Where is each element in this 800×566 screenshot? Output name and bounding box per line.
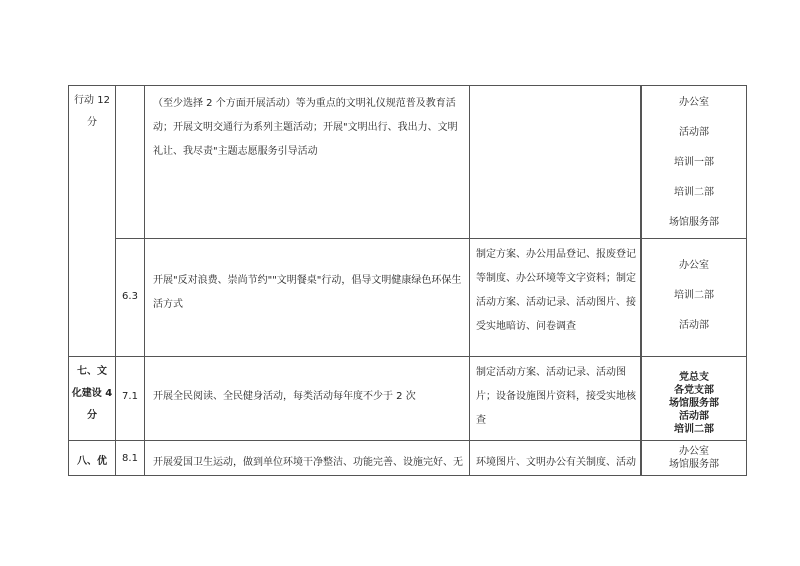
department-name: 场馆服务部 (669, 398, 719, 409)
materials-text: 环境图片、文明办公有关制度、活动 (476, 457, 636, 468)
category-cell (69, 86, 116, 357)
department-cell (642, 441, 747, 476)
document-table (68, 85, 747, 476)
item-number-cell (116, 441, 145, 476)
department-name: 场馆服务部 (669, 459, 719, 470)
category-line: 行动 12 (74, 95, 110, 106)
department-name: 活动部 (679, 127, 709, 138)
table-row (69, 441, 747, 476)
department-name: 办公室 (679, 446, 709, 457)
category-cell (69, 441, 116, 476)
materials-text: 制定方案、办公用品登记、报废登记等制度、办公环境等文字资料；制定活动方案、活动记录、活动图片、接受实地暗访、问卷调查 (476, 249, 636, 332)
description-text: 开展爱国卫生运动，做到单位环境干净整洁、功能完善、设施完好、无 (153, 457, 463, 468)
materials-text (470, 86, 640, 90)
description-cell (145, 239, 470, 357)
department-name: 培训一部 (674, 157, 714, 168)
department-name: 办公室 (679, 97, 709, 108)
materials-cell (470, 86, 641, 239)
department-name: 培训二部 (674, 424, 714, 435)
description-cell (145, 441, 470, 476)
department-name: 活动部 (679, 411, 709, 422)
item-number-cell (116, 86, 145, 239)
description-cell (145, 86, 470, 239)
item-number: 7.1 (122, 391, 138, 402)
department-cell (642, 86, 747, 239)
materials-cell (470, 357, 641, 441)
table-row (69, 86, 747, 239)
category-cell (69, 357, 116, 441)
item-number: 6.3 (122, 291, 138, 302)
department-name: 活动部 (679, 320, 709, 331)
department-cell (642, 357, 747, 441)
department-name: 办公室 (679, 260, 709, 271)
department-name: 场馆服务部 (669, 217, 719, 228)
item-number-cell (116, 357, 145, 441)
description-text: 开展全民阅读、全民健身活动，每类活动每年度不少于 2 次 (153, 391, 416, 402)
category-line: 分 (87, 117, 97, 128)
description-text: 开展"反对浪费、崇尚节约""文明餐桌"行动，倡导文明健康绿色环保生活方式 (153, 275, 462, 310)
category-line: 分 (87, 410, 97, 421)
description-cell (145, 357, 470, 441)
table-row (69, 239, 747, 357)
department-cell (642, 239, 747, 357)
department-name: 各党支部 (674, 385, 714, 396)
item-number: 8.1 (122, 453, 138, 464)
department-name: 培训二部 (674, 290, 714, 301)
category-line: 八、优 (77, 456, 107, 467)
table-row (69, 357, 747, 441)
category-line: 化建设 4 (71, 388, 113, 399)
item-number-cell (116, 239, 145, 357)
description-text: （至少选择 2 个方面开展活动）等为重点的文明礼仪规范普及教育活动；开展文明交通行为系列主题活动；开展"文明出行、我出力、文明礼让、我尽责"主题志愿服务引导活动 (153, 98, 458, 157)
department-name: 培训二部 (674, 187, 714, 198)
materials-cell (470, 441, 641, 476)
materials-cell (470, 239, 641, 357)
department-name: 党总支 (679, 372, 709, 383)
materials-text: 制定活动方案、活动记录、活动图片；设备设施图片资料，接受实地核查 (476, 367, 636, 426)
category-line: 七、文 (77, 366, 107, 377)
